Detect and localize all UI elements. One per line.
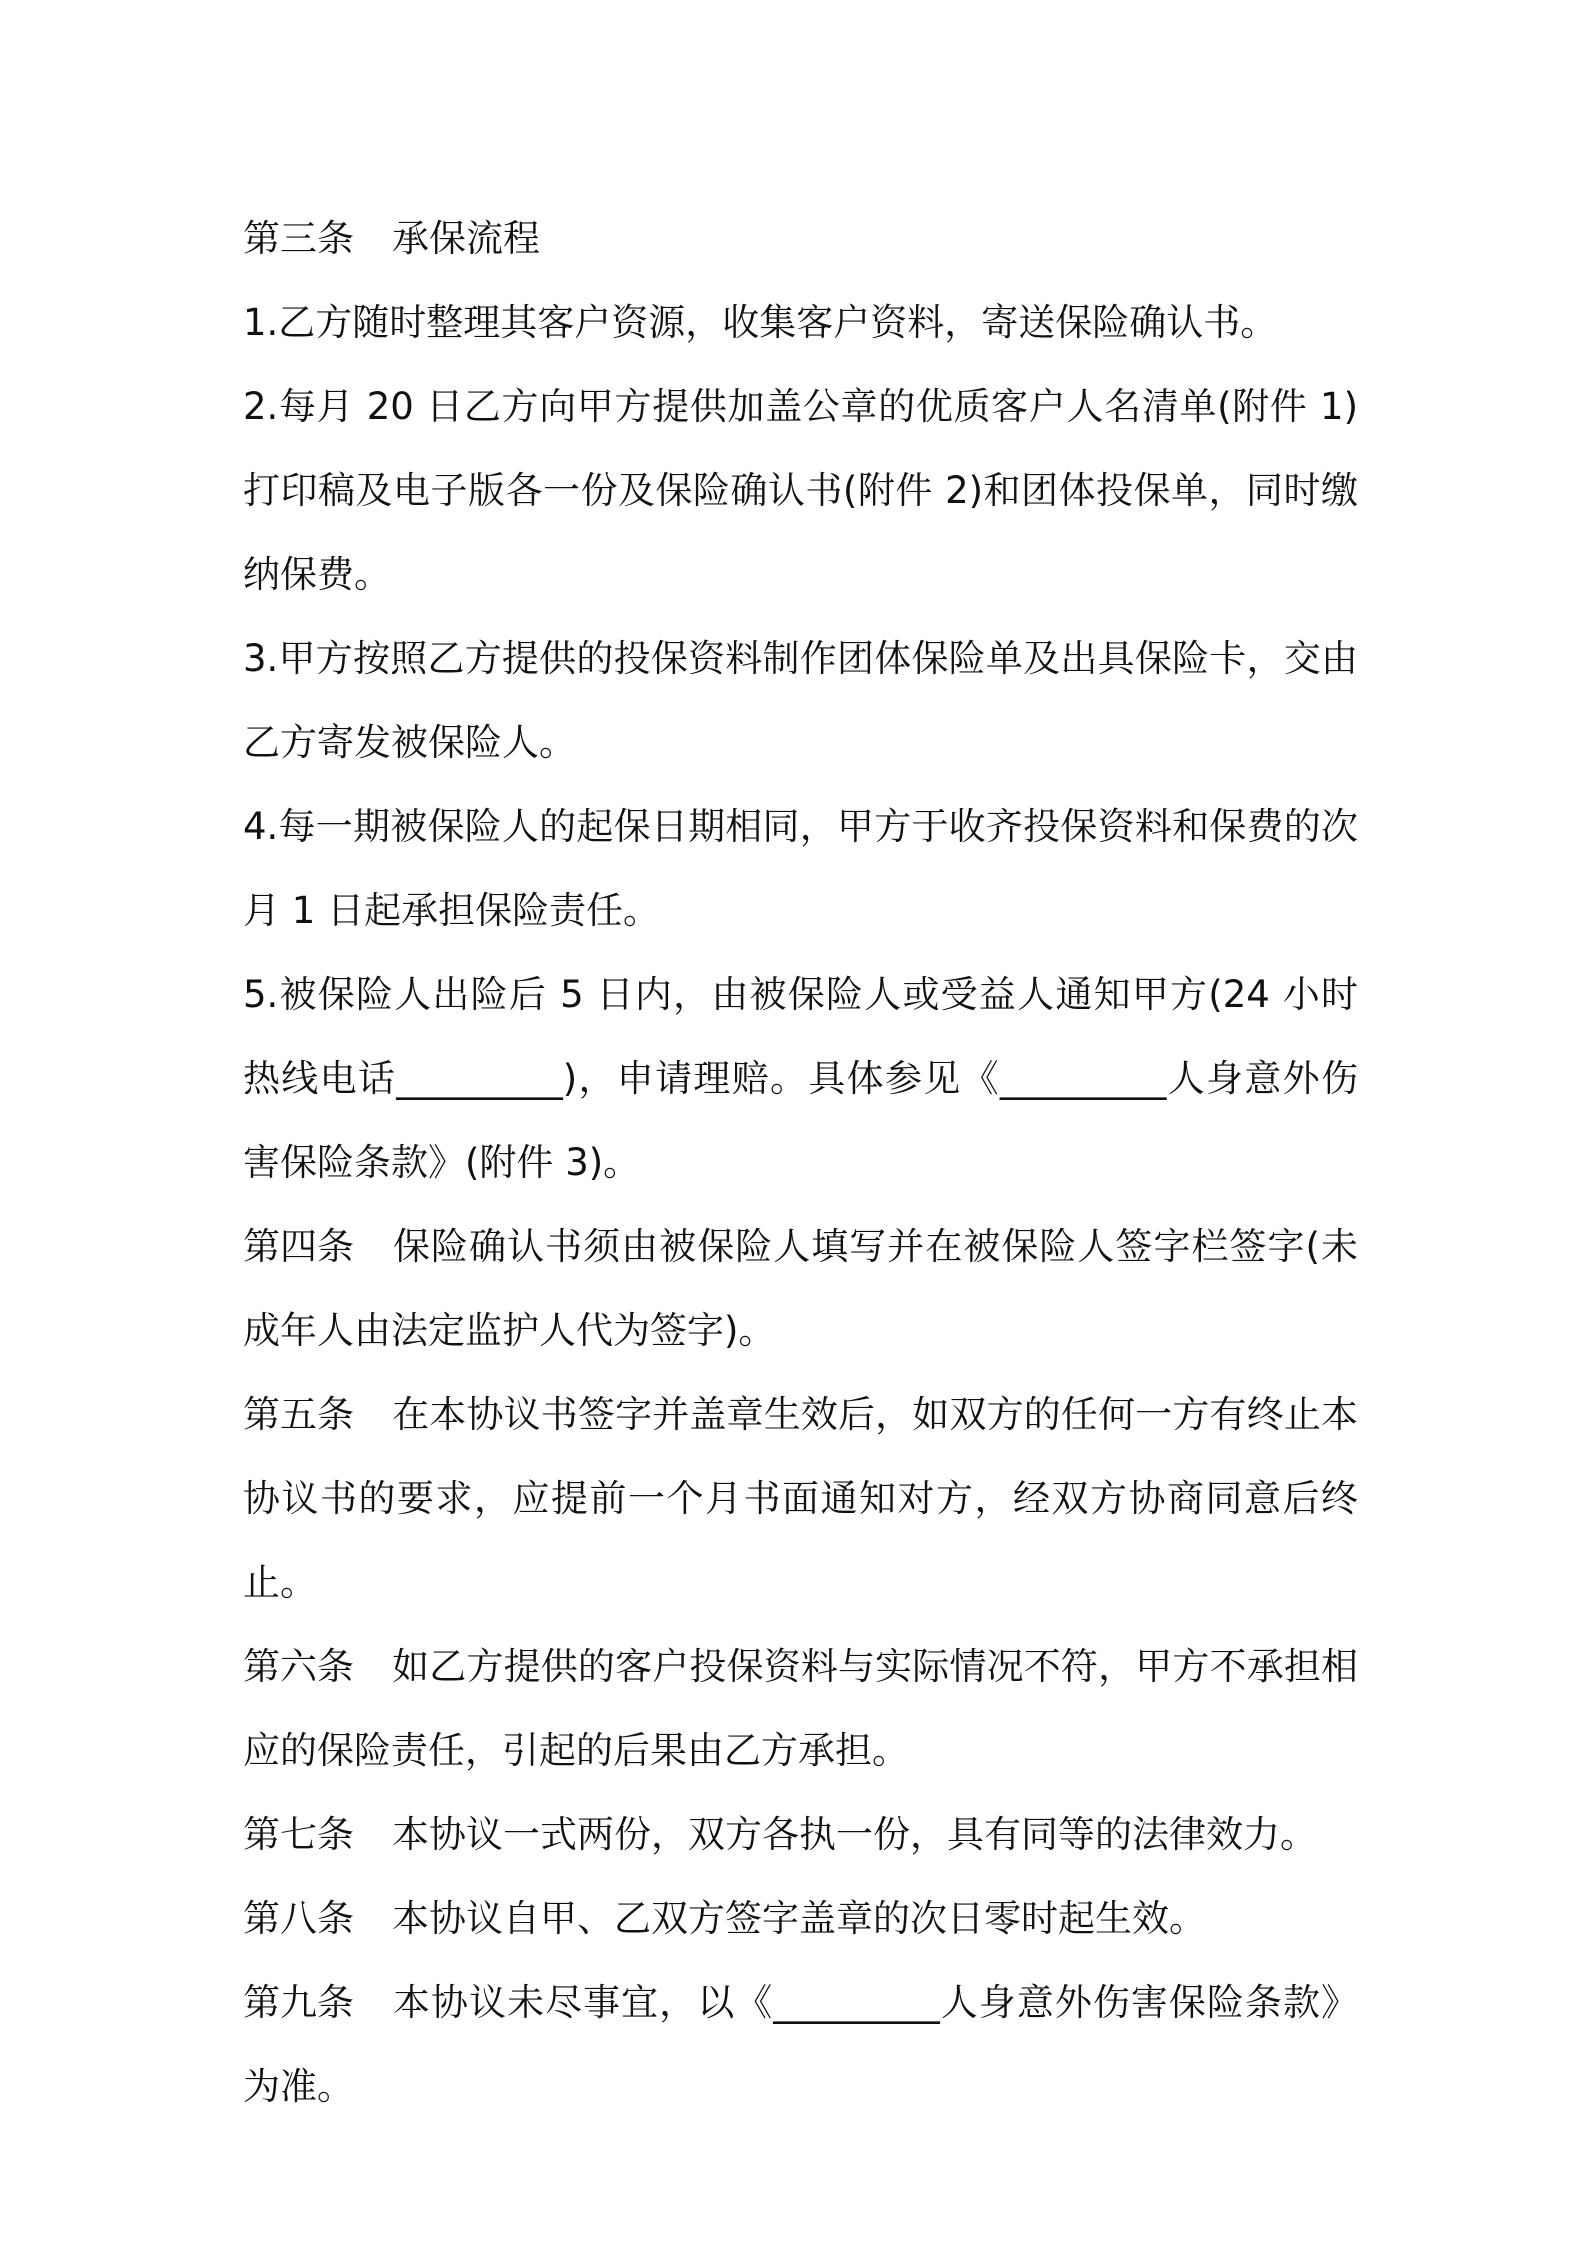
article-label: 第七条: [243, 1813, 354, 1856]
clause-text: 3.甲方按照乙方提供的投保资料制作团体保险单及出具保险卡，交由乙方寄发被保险人。: [243, 637, 1358, 764]
clause-text: 5.被保险人出险后 5 日内，由被保险人或受益人通知甲方(24 小时热线电话_________)，申请理赔。具体参见《_________人身意外伤害保险条款》(附件 3)。: [243, 973, 1358, 1184]
article-label: 第三条: [243, 217, 354, 260]
article-6: [243, 1625, 1358, 1793]
article-text: 保险确认书须由被保险人填写并在被保险人签字栏签字(未成年人由法定监护人代为签字)。: [243, 1225, 1358, 1352]
clause-4: [243, 785, 1358, 953]
article-3-heading: [243, 197, 1358, 281]
article-7: [243, 1793, 1358, 1877]
article-text: 本协议一式两份，双方各执一份，具有同等的法律效力。: [392, 1813, 1317, 1856]
article-9: [243, 1961, 1358, 2129]
clause-2: [243, 365, 1358, 617]
article-label: 第六条: [243, 1645, 354, 1688]
article-label: 第九条: [243, 1981, 354, 2024]
article-text: 如乙方提供的客户投保资料与实际情况不符，甲方不承担相应的保险责任，引起的后果由乙方承担。: [243, 1645, 1358, 1772]
article-label: 第五条: [243, 1393, 354, 1436]
article-5: [243, 1373, 1358, 1625]
clause-text: 4.每一期被保险人的起保日期相同，甲方于收齐投保资料和保费的次月 1 日起承担保险责任。: [243, 805, 1358, 932]
article-8: [243, 1877, 1358, 1961]
document-body: [243, 197, 1358, 2129]
clause-1: [243, 281, 1358, 365]
article-text: 在本协议书签字并盖章生效后，如双方的任何一方有终止本协议书的要求，应提前一个月书面通知对方，经双方协商同意后终止。: [243, 1393, 1358, 1604]
article-4: [243, 1205, 1358, 1373]
article-text: 本协议自甲、乙双方签字盖章的次日零时起生效。: [392, 1897, 1206, 1940]
clause-text: 1.乙方随时整理其客户资源，收集客户资料，寄送保险确认书。: [243, 301, 1278, 344]
article-text: 承保流程: [392, 217, 540, 260]
article-label: 第四条: [243, 1225, 354, 1268]
clause-3: [243, 617, 1358, 785]
clause-text: 2.每月 20 日乙方向甲方提供加盖公章的优质客户人名清单(附件 1)打印稿及电子版各一份及保险确认书(附件 2)和团体投保单，同时缴纳保费。: [243, 385, 1358, 596]
article-text: 本协议未尽事宜，以《_________人身意外伤害保险条款》为准。: [243, 1981, 1358, 2108]
clause-5: [243, 953, 1358, 1205]
article-label: 第八条: [243, 1897, 354, 1940]
